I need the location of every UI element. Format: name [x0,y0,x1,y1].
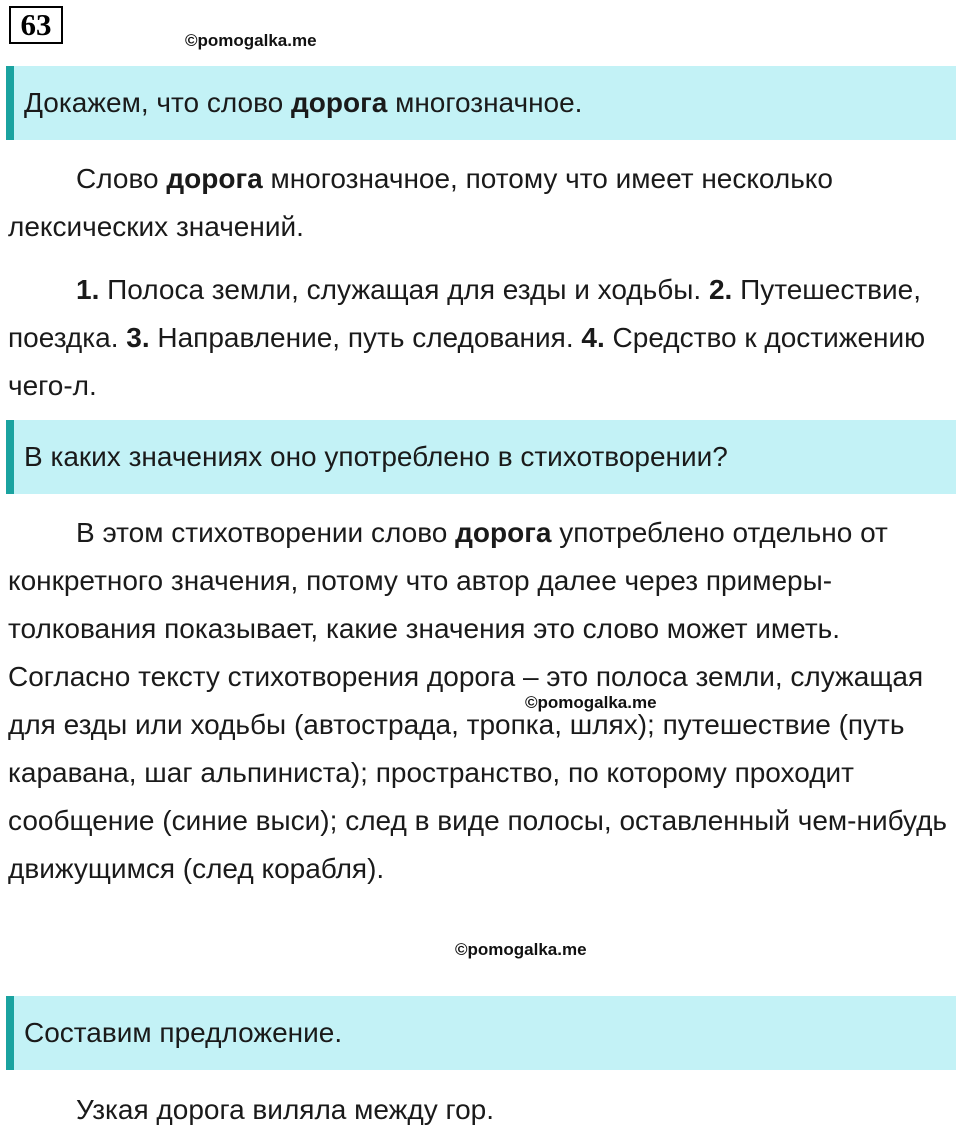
example-sentence: Узкая дорога виляла между гор. [76,1094,495,1125]
section2-heading [6,420,956,494]
section1-heading [6,66,956,140]
meaning-number: 4. [581,322,605,353]
section3-heading [6,996,956,1070]
p2-text-post: употреблено отдельно от конкретного значения, потому что автор далее через примеры-толкования показывает, какие значения это слово может иметь. Согласно тексту стихотворения дорога – это полоса земли, служащая для езды или ходьбы (автострада, тропка, шлях); путешествие (путь каравана, шаг альпиниста); пространство, по которому проходит сообщение (синие выси); след в виде полосы, оставленный чем-нибудь движущимся (след корабля). [8,517,948,884]
section2-heading-text: В каких значениях оно употреблено в стихотворении? [24,441,728,472]
watermark-top: ©pomogalka.me [185,31,317,50]
meaning-text: Полоса земли, служащая для езды и ходьбы. [99,274,709,305]
p1-text-pre: Слово [76,163,167,194]
heading-text-post: многозначное. [387,87,583,118]
meaning-text: Средство к достижению чего-л. [8,322,926,401]
p1-text-post: многозначное, потому что имеет несколько лексических значений. [8,163,833,242]
heading-keyword: дорога [290,87,388,118]
meaning-number: 3. [126,322,150,353]
watermark-bottom: ©pomogalka.me [455,940,587,959]
section1-paragraph [8,155,953,251]
meaning-number: 1. [76,274,100,305]
task-number: 63 [9,6,63,44]
meaning-text: Путешествие, поездка. [8,274,922,353]
meaning-text: Направление, путь следования. [149,322,582,353]
meaning-number: 2. [708,274,733,305]
p2-text-pre: В этом стихотворении слово [76,517,456,548]
section2-paragraph [8,509,953,893]
p1-keyword: дорога [166,163,263,194]
watermark-middle: ©pomogalka.me [525,693,657,712]
p2-keyword: дорога [455,517,552,548]
heading-text-pre: Докажем, что слово [24,87,291,118]
section3-heading-text: Составим предложение. [24,1017,343,1048]
meanings-list [8,266,953,410]
